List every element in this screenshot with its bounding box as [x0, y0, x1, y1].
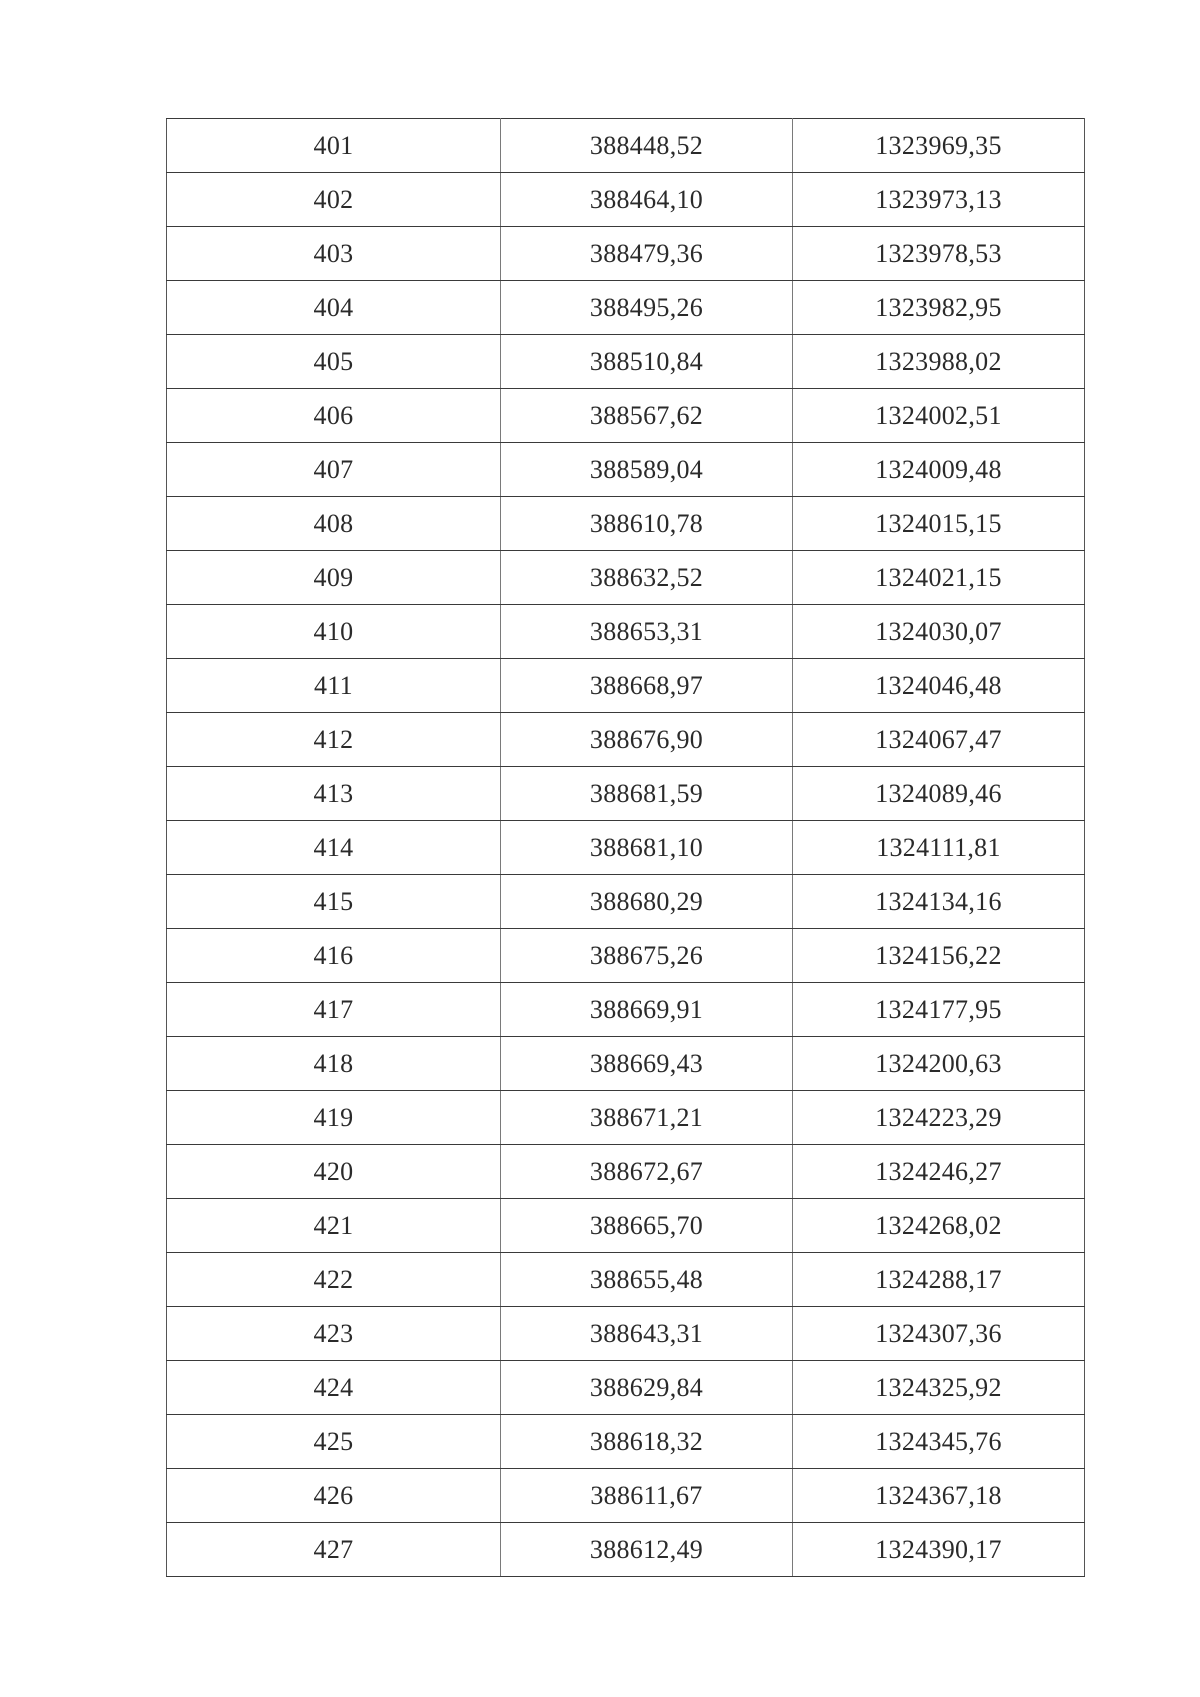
y-coordinate-cell: 1324067,47	[793, 713, 1085, 767]
point-number-cell: 401	[167, 119, 501, 173]
point-number-cell: 425	[167, 1415, 501, 1469]
table-row	[167, 281, 1085, 335]
x-coordinate-cell: 388676,90	[501, 713, 793, 767]
point-number-cell: 407	[167, 443, 501, 497]
x-coordinate-cell: 388669,43	[501, 1037, 793, 1091]
y-coordinate-cell: 1323978,53	[793, 227, 1085, 281]
x-coordinate-cell: 388655,48	[501, 1253, 793, 1307]
x-coordinate-cell: 388668,97	[501, 659, 793, 713]
x-coordinate-cell: 388669,91	[501, 983, 793, 1037]
point-number-cell: 402	[167, 173, 501, 227]
x-coordinate-cell: 388464,10	[501, 173, 793, 227]
point-number-cell: 416	[167, 929, 501, 983]
x-coordinate-cell: 388680,29	[501, 875, 793, 929]
x-coordinate-cell: 388510,84	[501, 335, 793, 389]
table-row	[167, 659, 1085, 713]
y-coordinate-cell: 1324345,76	[793, 1415, 1085, 1469]
point-number-cell: 411	[167, 659, 501, 713]
y-coordinate-cell: 1324223,29	[793, 1091, 1085, 1145]
x-coordinate-cell: 388629,84	[501, 1361, 793, 1415]
y-coordinate-cell: 1324325,92	[793, 1361, 1085, 1415]
table-row	[167, 1253, 1085, 1307]
point-number-cell: 419	[167, 1091, 501, 1145]
y-coordinate-cell: 1323973,13	[793, 173, 1085, 227]
y-coordinate-cell: 1324089,46	[793, 767, 1085, 821]
x-coordinate-cell: 388610,78	[501, 497, 793, 551]
table-row	[167, 551, 1085, 605]
point-number-cell: 408	[167, 497, 501, 551]
x-coordinate-cell: 388643,31	[501, 1307, 793, 1361]
y-coordinate-cell: 1324307,36	[793, 1307, 1085, 1361]
point-number-cell: 405	[167, 335, 501, 389]
table-row	[167, 821, 1085, 875]
table-row	[167, 713, 1085, 767]
table-row	[167, 443, 1085, 497]
table-row	[167, 389, 1085, 443]
x-coordinate-cell: 388675,26	[501, 929, 793, 983]
x-coordinate-cell: 388671,21	[501, 1091, 793, 1145]
table-row	[167, 119, 1085, 173]
table-row	[167, 1037, 1085, 1091]
y-coordinate-cell: 1324046,48	[793, 659, 1085, 713]
table-row	[167, 1523, 1085, 1577]
y-coordinate-cell: 1324030,07	[793, 605, 1085, 659]
table-row	[167, 173, 1085, 227]
coordinates-table-body	[167, 119, 1085, 1577]
y-coordinate-cell: 1323988,02	[793, 335, 1085, 389]
y-coordinate-cell: 1323982,95	[793, 281, 1085, 335]
x-coordinate-cell: 388589,04	[501, 443, 793, 497]
y-coordinate-cell: 1324268,02	[793, 1199, 1085, 1253]
table-row	[167, 875, 1085, 929]
y-coordinate-cell: 1324200,63	[793, 1037, 1085, 1091]
table-row	[167, 767, 1085, 821]
x-coordinate-cell: 388681,10	[501, 821, 793, 875]
coordinates-table	[166, 118, 1085, 1577]
point-number-cell: 423	[167, 1307, 501, 1361]
table-row	[167, 227, 1085, 281]
y-coordinate-cell: 1324021,15	[793, 551, 1085, 605]
y-coordinate-cell: 1324367,18	[793, 1469, 1085, 1523]
x-coordinate-cell: 388681,59	[501, 767, 793, 821]
point-number-cell: 417	[167, 983, 501, 1037]
point-number-cell: 403	[167, 227, 501, 281]
y-coordinate-cell: 1324390,17	[793, 1523, 1085, 1577]
point-number-cell: 413	[167, 767, 501, 821]
point-number-cell: 414	[167, 821, 501, 875]
table-row	[167, 1199, 1085, 1253]
point-number-cell: 421	[167, 1199, 501, 1253]
y-coordinate-cell: 1324002,51	[793, 389, 1085, 443]
y-coordinate-cell: 1324156,22	[793, 929, 1085, 983]
y-coordinate-cell: 1324246,27	[793, 1145, 1085, 1199]
y-coordinate-cell: 1324177,95	[793, 983, 1085, 1037]
table-row	[167, 497, 1085, 551]
x-coordinate-cell: 388495,26	[501, 281, 793, 335]
point-number-cell: 418	[167, 1037, 501, 1091]
table-row	[167, 1469, 1085, 1523]
table-row	[167, 335, 1085, 389]
y-coordinate-cell: 1324015,15	[793, 497, 1085, 551]
table-row	[167, 1361, 1085, 1415]
table-row	[167, 1091, 1085, 1145]
point-number-cell: 415	[167, 875, 501, 929]
point-number-cell: 427	[167, 1523, 501, 1577]
x-coordinate-cell: 388618,32	[501, 1415, 793, 1469]
x-coordinate-cell: 388632,52	[501, 551, 793, 605]
x-coordinate-cell: 388665,70	[501, 1199, 793, 1253]
table-row	[167, 1415, 1085, 1469]
table-row	[167, 1145, 1085, 1199]
table-row	[167, 1307, 1085, 1361]
x-coordinate-cell: 388479,36	[501, 227, 793, 281]
table-row	[167, 929, 1085, 983]
y-coordinate-cell: 1324288,17	[793, 1253, 1085, 1307]
point-number-cell: 412	[167, 713, 501, 767]
table-row	[167, 983, 1085, 1037]
point-number-cell: 420	[167, 1145, 501, 1199]
y-coordinate-cell: 1323969,35	[793, 119, 1085, 173]
x-coordinate-cell: 388612,49	[501, 1523, 793, 1577]
point-number-cell: 410	[167, 605, 501, 659]
point-number-cell: 422	[167, 1253, 501, 1307]
y-coordinate-cell: 1324111,81	[793, 821, 1085, 875]
point-number-cell: 409	[167, 551, 501, 605]
point-number-cell: 424	[167, 1361, 501, 1415]
y-coordinate-cell: 1324134,16	[793, 875, 1085, 929]
point-number-cell: 426	[167, 1469, 501, 1523]
point-number-cell: 406	[167, 389, 501, 443]
x-coordinate-cell: 388672,67	[501, 1145, 793, 1199]
x-coordinate-cell: 388448,52	[501, 119, 793, 173]
y-coordinate-cell: 1324009,48	[793, 443, 1085, 497]
x-coordinate-cell: 388653,31	[501, 605, 793, 659]
x-coordinate-cell: 388567,62	[501, 389, 793, 443]
table-row	[167, 605, 1085, 659]
point-number-cell: 404	[167, 281, 501, 335]
x-coordinate-cell: 388611,67	[501, 1469, 793, 1523]
